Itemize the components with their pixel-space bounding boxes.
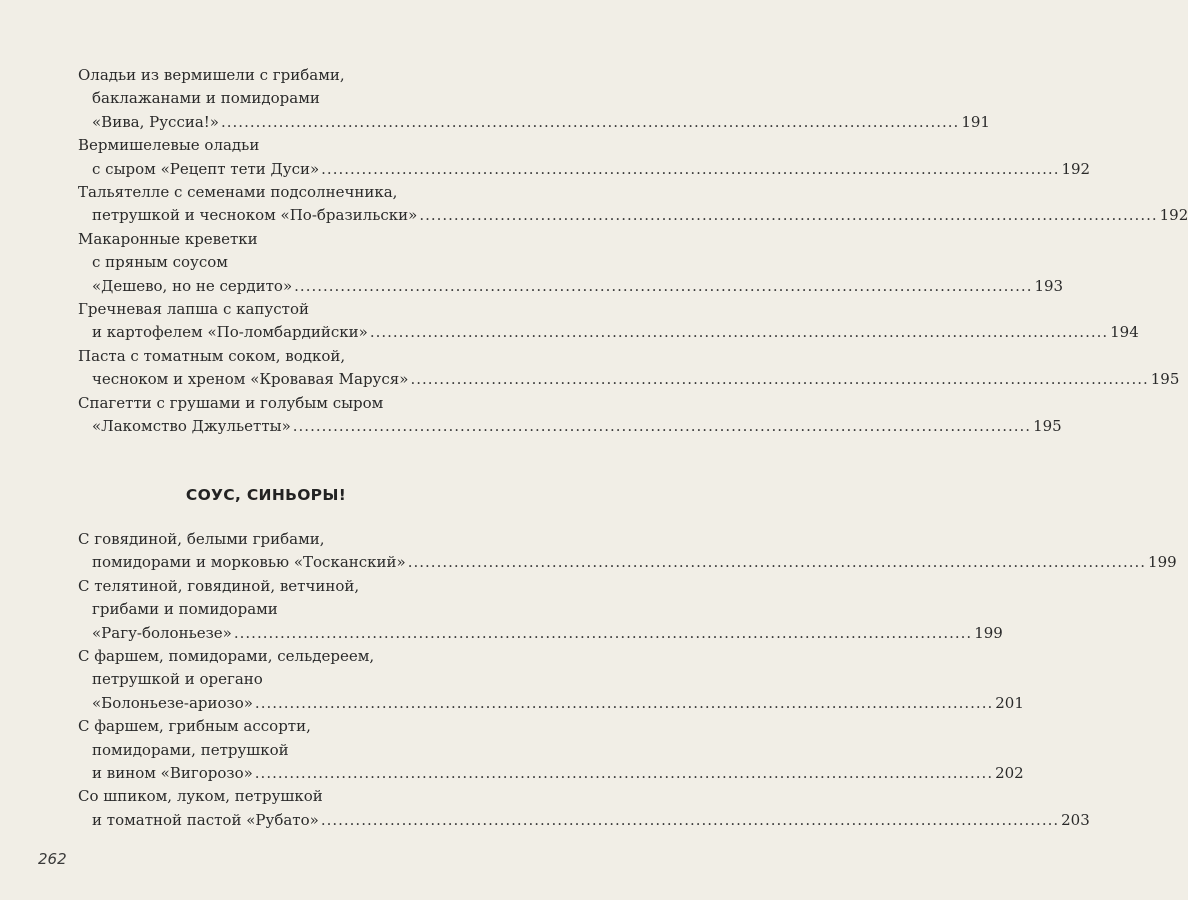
- toc-entry-line: петрушкой и чесноком «По-бразильски»: [92, 206, 418, 225]
- toc-entry-line: Спагетти с грушами и голубым сыром: [78, 393, 384, 412]
- toc-entry-line: «Лакомство Джульетты»: [92, 417, 291, 436]
- toc-page-number: 191: [961, 112, 990, 131]
- page-number: 262: [38, 850, 67, 868]
- toc-entry: [78, 181, 1188, 228]
- toc-page-number: 195: [1033, 417, 1062, 436]
- toc-entry-last-line: [78, 809, 1090, 832]
- dot-leader: ................................................................................................................................: [407, 553, 1147, 572]
- toc-entry-last-line: [78, 275, 1064, 298]
- toc-entry-line: «Дешево, но не сердито»: [92, 276, 293, 295]
- dot-leader: ................................................................................................................................: [369, 323, 1109, 342]
- section-title: СОУС, СИНЬОРЫ!: [185, 486, 347, 504]
- toc-page-number: 193: [1034, 276, 1064, 295]
- toc-entry-line: Макаронные креветки: [78, 229, 258, 248]
- toc-entry-line: Оладьи из вермишели с грибами,: [78, 66, 345, 84]
- toc-entry-line: «Вива, Руссиа!»: [92, 112, 219, 131]
- toc-entry-line: С фаршем, помидорами, сельдереем,: [78, 647, 375, 666]
- toc-entry-line: Вермишелевые оладьи: [78, 136, 260, 155]
- toc-entry-last-line: [78, 111, 990, 134]
- toc-entry-line: помидорами и морковью «Тосканский»: [92, 553, 406, 572]
- toc-page-number: 192: [1159, 206, 1188, 225]
- toc-page-number: 203: [1061, 810, 1090, 829]
- toc-entry: [78, 345, 1180, 392]
- dot-leader: ................................................................................................................................: [233, 623, 973, 642]
- toc-entry: [78, 134, 1091, 181]
- toc-entry-line: Со шпиком, луком, петрушкой: [78, 787, 323, 806]
- toc-entry-line: с пряным соусом: [92, 253, 228, 272]
- dot-leader: ................................................................................................................................: [419, 206, 1158, 225]
- toc-entry: [78, 645, 1024, 715]
- toc-entry-last-line: [78, 158, 1091, 181]
- toc-entry-line: чесноком и хреном «Кровавая Маруся»: [92, 370, 409, 389]
- toc-entry: [78, 528, 1177, 575]
- toc-entry-last-line: [78, 321, 1139, 344]
- toc-page-number: 195: [1150, 370, 1180, 389]
- toc-entry-line: с сыром «Рецепт тети Дуси»: [92, 159, 320, 178]
- toc-entry-last-line: [78, 368, 1180, 391]
- toc-entry-line: и картофелем «По-ломбардийски»: [92, 323, 368, 342]
- toc-entry: [78, 715, 1024, 785]
- dot-leader: ................................................................................................................................: [410, 370, 1149, 389]
- toc-entry-last-line: [78, 551, 1177, 574]
- toc-page-number: 199: [974, 623, 1003, 642]
- toc-entry-line: помидорами, петрушкой: [92, 740, 289, 759]
- toc-page-number: 201: [995, 693, 1024, 712]
- toc-entry-line: С говядиной, белыми грибами,: [78, 530, 325, 548]
- toc-entry-last-line: [78, 415, 1062, 438]
- toc-entry: [78, 64, 990, 134]
- dot-leader: ................................................................................................................................: [321, 159, 1060, 178]
- toc-entry-last-line: [78, 622, 1003, 645]
- toc-entry-line: баклажанами и помидорами: [92, 89, 320, 108]
- toc-entry: [78, 575, 1003, 645]
- toc-entry: [78, 228, 1064, 298]
- toc-page-number: 194: [1110, 323, 1139, 342]
- dot-leader: ................................................................................................................................: [294, 276, 1033, 295]
- dot-leader: ................................................................................................................................: [292, 417, 1032, 436]
- toc-entry-line: «Рагу-болоньезе»: [92, 623, 232, 642]
- toc-entry: [78, 298, 1139, 345]
- toc-entry-last-line: [78, 692, 1024, 715]
- toc-entry-line: «Болоньезе-ариозо»: [92, 693, 253, 712]
- toc-list-top: [78, 64, 1188, 439]
- toc-entry-line: Гречневая лапша с капустой: [78, 300, 309, 319]
- toc-entry: [78, 392, 1062, 439]
- toc-page-number: 202: [995, 764, 1024, 783]
- toc-entry-line: петрушкой и орегано: [92, 670, 263, 689]
- toc-entry-line: С телятиной, говядиной, ветчиной,: [78, 576, 360, 595]
- toc-page-number: 199: [1148, 553, 1177, 572]
- toc-entry-line: Паста с томатным соком, водкой,: [78, 346, 346, 365]
- toc-entry-line: Тальятелле с семенами подсолнечника,: [78, 183, 398, 202]
- toc-list-bottom: [78, 528, 1177, 832]
- toc-entry-line: и томатной пастой «Рубато»: [92, 810, 319, 829]
- dot-leader: ................................................................................................................................: [254, 693, 994, 712]
- toc-page-number: 192: [1061, 159, 1091, 178]
- dot-leader: ................................................................................................................................: [254, 764, 994, 783]
- toc-entry: [78, 785, 1090, 832]
- toc-entry-line: грибами и помидорами: [92, 600, 278, 619]
- toc-entry-line: С фаршем, грибным ассорти,: [78, 717, 311, 736]
- toc-entry-line: и вином «Вигорозо»: [92, 764, 253, 783]
- dot-leader: ................................................................................................................................: [320, 810, 1060, 829]
- toc-entry-last-line: [78, 204, 1188, 227]
- dot-leader: ................................................................................................................................: [221, 112, 960, 131]
- toc-entry-last-line: [78, 762, 1024, 785]
